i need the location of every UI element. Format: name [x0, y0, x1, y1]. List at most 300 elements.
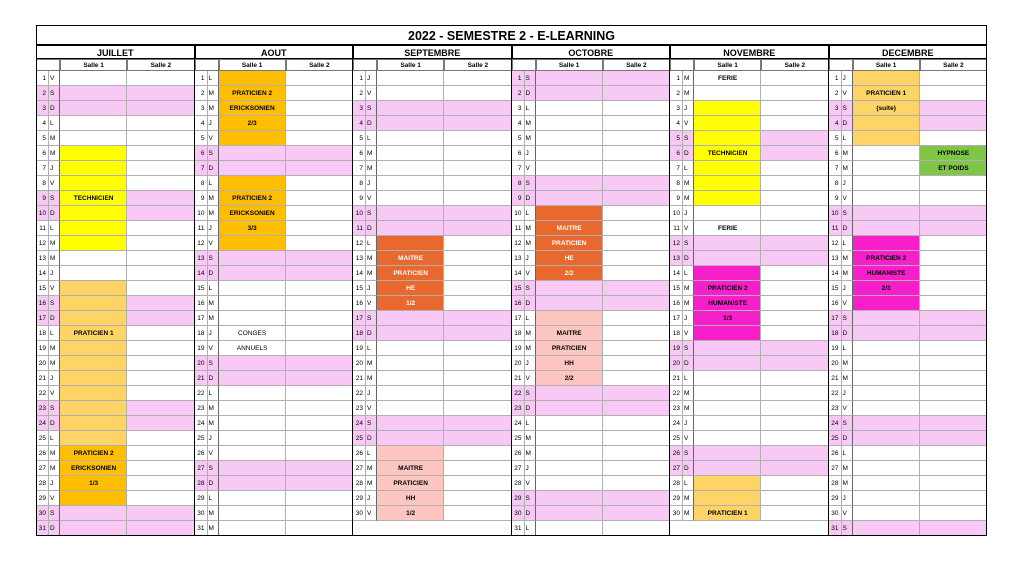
day-number: 8: [36, 176, 49, 191]
slot-salle-2: [920, 476, 987, 491]
weekday-letter: S: [49, 191, 60, 206]
slot-salle-1: [219, 446, 286, 461]
weekday-letter: J: [842, 491, 853, 506]
room-header: Salle 1: [377, 59, 444, 71]
slot-salle-2: [127, 191, 194, 206]
slot-salle-1: [853, 386, 920, 401]
slot-salle-1: [536, 506, 603, 521]
course-label: ERICKSONIEN: [71, 465, 117, 472]
weekday-letter: J: [525, 356, 536, 371]
day-number: 25: [829, 431, 842, 446]
weekday-letter: S: [525, 491, 536, 506]
slot-salle-2: [286, 341, 353, 356]
day-number: 10: [512, 206, 525, 221]
weekday-letter: V: [842, 296, 853, 311]
weekday-letter: V: [49, 491, 60, 506]
slot-salle-2: [603, 101, 670, 116]
weekday-letter: S: [683, 446, 694, 461]
slot-salle-2: [920, 326, 987, 341]
weekday-letter: J: [208, 431, 219, 446]
weekday-letter: M: [525, 431, 536, 446]
slot-salle-1: [60, 161, 127, 176]
weekday-letter: D: [683, 356, 694, 371]
weekday-letter: L: [366, 341, 377, 356]
weekday-letter: V: [366, 401, 377, 416]
slot-salle-2: [286, 401, 353, 416]
slot-salle-2: [286, 236, 353, 251]
slot-salle-1: [219, 71, 286, 86]
day-number: 5: [353, 131, 366, 146]
course-label: (suite): [876, 105, 896, 112]
slot-salle-2: [920, 236, 987, 251]
slot-salle-1: [60, 356, 127, 371]
weekday-letter: M: [366, 146, 377, 161]
slot-salle-1: [694, 401, 761, 416]
slot-salle-1: [694, 251, 761, 266]
day-number: 26: [195, 446, 208, 461]
slot-salle-1: [219, 371, 286, 386]
slot-salle-2: [286, 221, 353, 236]
course-label: TECHNICIEN: [707, 150, 748, 157]
day-number: 15: [829, 281, 842, 296]
day-number: 10: [36, 206, 49, 221]
slot-salle-1: [60, 236, 127, 251]
slot-salle-1: [853, 236, 920, 251]
weekday-letter: D: [49, 101, 60, 116]
slot-salle-1: [694, 266, 761, 281]
day-number: 23: [195, 401, 208, 416]
slot-salle-2: [761, 86, 828, 101]
day-number: 20: [36, 356, 49, 371]
day-number: 28: [512, 476, 525, 491]
weekday-letter: D: [49, 416, 60, 431]
day-header-blank: [512, 59, 536, 71]
weekday-letter: M: [842, 371, 853, 386]
day-number: 26: [512, 446, 525, 461]
day-number: 16: [512, 296, 525, 311]
slot-salle-1: [219, 356, 286, 371]
day-number: 17: [195, 311, 208, 326]
course-label: PRATICIEN 2: [866, 255, 907, 262]
day-number: 22: [829, 386, 842, 401]
weekday-letter: V: [208, 131, 219, 146]
day-number: 21: [36, 371, 49, 386]
weekday-letter: S: [842, 101, 853, 116]
slot-salle-1: [853, 416, 920, 431]
course-label: ANNUELS: [236, 345, 268, 352]
month-divider: [986, 45, 987, 536]
slot-salle-1: [694, 161, 761, 176]
slot-salle-2: [761, 326, 828, 341]
day-number: 27: [195, 461, 208, 476]
day-number: 16: [670, 296, 683, 311]
day-number: 18: [670, 326, 683, 341]
weekday-letter: L: [208, 491, 219, 506]
weekday-letter: M: [208, 191, 219, 206]
day-number: 21: [195, 371, 208, 386]
slot-salle-2: [444, 506, 511, 521]
day-number: 18: [195, 326, 208, 341]
slot-salle-2: [286, 101, 353, 116]
slot-salle-2: [127, 311, 194, 326]
day-number: 25: [353, 431, 366, 446]
slot-salle-1: [536, 446, 603, 461]
day-number: 6: [36, 146, 49, 161]
weekday-letter: M: [842, 476, 853, 491]
slot-salle-1: [377, 446, 444, 461]
course-label: PRATICIEN 2: [707, 285, 748, 292]
course-label: FERIE: [718, 75, 738, 82]
weekday-letter: M: [49, 446, 60, 461]
slot-salle-2: [127, 491, 194, 506]
weekday-letter: S: [49, 86, 60, 101]
slot-salle-2: [920, 131, 987, 146]
course-label: MAITRE: [398, 255, 424, 262]
course-label: HH: [405, 495, 416, 502]
slot-salle-2: [444, 461, 511, 476]
slot-salle-2: [286, 311, 353, 326]
course-label: 1/2: [406, 300, 416, 307]
slot-salle-2: [761, 371, 828, 386]
slot-salle-1: [853, 356, 920, 371]
slot-salle-1: [60, 86, 127, 101]
weekday-letter: V: [842, 401, 853, 416]
slot-salle-1: [853, 311, 920, 326]
day-number: 26: [36, 446, 49, 461]
day-number: 24: [195, 416, 208, 431]
slot-salle-1: [377, 86, 444, 101]
weekday-letter: L: [842, 446, 853, 461]
day-number: 16: [195, 296, 208, 311]
day-number: 5: [195, 131, 208, 146]
slot-salle-1: [536, 116, 603, 131]
day-number: 4: [353, 116, 366, 131]
slot-salle-1: [60, 371, 127, 386]
day-number: 28: [829, 476, 842, 491]
slot-salle-1: [60, 101, 127, 116]
slot-salle-2: [127, 461, 194, 476]
weekday-letter: M: [683, 281, 694, 296]
day-number: 14: [195, 266, 208, 281]
slot-salle-2: [127, 251, 194, 266]
day-number: 13: [829, 251, 842, 266]
course-label: PRATICIEN 2: [73, 450, 114, 457]
day-number: 25: [36, 431, 49, 446]
slot-salle-2: [603, 401, 670, 416]
slot-salle-2: [444, 431, 511, 446]
slot-salle-2: [286, 446, 353, 461]
day-number: 20: [829, 356, 842, 371]
day-number: 6: [353, 146, 366, 161]
room-header: Salle 1: [219, 59, 286, 71]
day-number: 31: [829, 521, 842, 536]
slot-salle-2: [920, 206, 987, 221]
slot-salle-2: [444, 296, 511, 311]
day-number: 14: [512, 266, 525, 281]
slot-salle-2: [286, 461, 353, 476]
weekday-letter: M: [683, 401, 694, 416]
weekday-letter: S: [683, 341, 694, 356]
slot-salle-1: [536, 71, 603, 86]
day-number: 17: [353, 311, 366, 326]
slot-salle-2: [444, 191, 511, 206]
weekday-letter: M: [366, 371, 377, 386]
slot-salle-1: [536, 461, 603, 476]
course-label: 1/3: [723, 315, 733, 322]
slot-salle-2: [603, 506, 670, 521]
weekday-letter: S: [525, 176, 536, 191]
day-number: 25: [512, 431, 525, 446]
slot-salle-1: [60, 146, 127, 161]
weekday-letter: S: [208, 461, 219, 476]
weekday-letter: J: [683, 311, 694, 326]
day-number: 7: [829, 161, 842, 176]
course-label: HUMANISTE: [866, 270, 906, 277]
weekday-letter: D: [49, 206, 60, 221]
slot-salle-2: [761, 461, 828, 476]
weekday-letter: V: [842, 191, 853, 206]
day-number: 16: [36, 296, 49, 311]
weekday-letter: M: [842, 356, 853, 371]
slot-salle-2: [761, 101, 828, 116]
weekday-letter: L: [842, 236, 853, 251]
slot-salle-2: [603, 86, 670, 101]
weekday-letter: J: [525, 146, 536, 161]
day-number: 13: [353, 251, 366, 266]
slot-salle-1: [60, 131, 127, 146]
slot-salle-1: [536, 101, 603, 116]
day-number: 17: [829, 311, 842, 326]
slot-salle-2: [920, 191, 987, 206]
slot-salle-1: [377, 326, 444, 341]
sheet-title: 2022 - SEMESTRE 2 - E-LEARNING: [36, 25, 987, 45]
slot-salle-2: [761, 401, 828, 416]
weekday-letter: M: [683, 506, 694, 521]
slot-salle-2: [920, 311, 987, 326]
slot-salle-2: [920, 86, 987, 101]
day-number: 1: [670, 71, 683, 86]
course-label: CONGES: [238, 330, 267, 337]
weekday-letter: S: [525, 386, 536, 401]
day-number: 19: [195, 341, 208, 356]
slot-salle-1: [853, 431, 920, 446]
slot-salle-2: [603, 281, 670, 296]
weekday-letter: V: [525, 266, 536, 281]
day-number: 21: [670, 371, 683, 386]
slot-salle-1: [853, 146, 920, 161]
day-number: 7: [195, 161, 208, 176]
course-label: HUMANISTE: [708, 300, 747, 307]
day-number: 8: [195, 176, 208, 191]
slot-salle-1: [219, 416, 286, 431]
slot-salle-2: [127, 131, 194, 146]
day-number: 2: [670, 86, 683, 101]
weekday-letter: V: [525, 161, 536, 176]
course-label: PRATICIEN: [551, 345, 587, 352]
weekday-letter: M: [525, 131, 536, 146]
slot-salle-2: [444, 101, 511, 116]
weekday-letter: V: [683, 431, 694, 446]
slot-salle-2: [761, 176, 828, 191]
slot-salle-1: [536, 521, 603, 536]
slot-salle-2: [603, 251, 670, 266]
slot-salle-2: [286, 476, 353, 491]
weekday-letter: L: [49, 221, 60, 236]
weekday-letter: L: [366, 446, 377, 461]
day-number: 6: [670, 146, 683, 161]
day-number: 12: [353, 236, 366, 251]
slot-salle-1: [377, 401, 444, 416]
day-number: 2: [512, 86, 525, 101]
slot-salle-1: [694, 191, 761, 206]
weekday-letter: M: [683, 386, 694, 401]
day-number: 18: [829, 326, 842, 341]
slot-salle-2: [286, 206, 353, 221]
slot-salle-2: [127, 236, 194, 251]
weekday-letter: J: [208, 116, 219, 131]
course-label: MAITRE: [556, 330, 582, 337]
slot-salle-1: [536, 476, 603, 491]
weekday-letter: M: [208, 521, 219, 536]
day-number: 11: [353, 221, 366, 236]
slot-salle-1: [219, 506, 286, 521]
slot-salle-2: [286, 491, 353, 506]
slot-salle-2: [444, 386, 511, 401]
day-number: 14: [36, 266, 49, 281]
slot-salle-1: [377, 371, 444, 386]
weekday-letter: V: [842, 86, 853, 101]
weekday-letter: D: [208, 266, 219, 281]
course-label: PRATICIEN 2: [232, 90, 273, 97]
course-label: ERICKSONIEN: [229, 105, 275, 112]
slot-salle-2: [127, 326, 194, 341]
day-number: 29: [829, 491, 842, 506]
weekday-letter: L: [49, 326, 60, 341]
slot-salle-2: [286, 356, 353, 371]
month-divider: [194, 45, 195, 536]
slot-salle-2: [603, 146, 670, 161]
slot-salle-1: [853, 446, 920, 461]
day-number: 5: [670, 131, 683, 146]
slot-salle-2: [761, 206, 828, 221]
day-number: 27: [353, 461, 366, 476]
weekday-letter: V: [525, 476, 536, 491]
weekday-letter: V: [208, 341, 219, 356]
slot-salle-1: [60, 311, 127, 326]
slot-salle-1: [60, 116, 127, 131]
slot-salle-2: [286, 296, 353, 311]
slot-salle-2: [127, 356, 194, 371]
slot-salle-2: [127, 431, 194, 446]
course-label: HE: [406, 285, 416, 292]
slot-salle-1: [694, 86, 761, 101]
slot-salle-2: [444, 311, 511, 326]
room-header: Salle 1: [853, 59, 920, 71]
slot-salle-1: [60, 296, 127, 311]
day-number: 30: [353, 506, 366, 521]
weekday-letter: M: [683, 86, 694, 101]
weekday-letter: M: [366, 461, 377, 476]
slot-salle-2: [444, 71, 511, 86]
slot-salle-2: [603, 476, 670, 491]
day-number: 21: [512, 371, 525, 386]
slot-salle-1: [219, 236, 286, 251]
slot-salle-2: [127, 296, 194, 311]
course-label: FERIE: [718, 225, 738, 232]
day-number: 9: [353, 191, 366, 206]
slot-salle-2: [286, 386, 353, 401]
day-number: 24: [512, 416, 525, 431]
slot-salle-2: [603, 71, 670, 86]
slot-salle-1: [377, 146, 444, 161]
day-number: 4: [195, 116, 208, 131]
day-number: 20: [512, 356, 525, 371]
slot-salle-1: [853, 116, 920, 131]
day-number: 1: [36, 71, 49, 86]
day-number: 2: [829, 86, 842, 101]
slot-salle-2: [127, 71, 194, 86]
slot-salle-2: [920, 341, 987, 356]
slot-salle-1: [377, 206, 444, 221]
weekday-letter: M: [49, 251, 60, 266]
day-number: 29: [670, 491, 683, 506]
day-number: 26: [670, 446, 683, 461]
slot-salle-2: [603, 221, 670, 236]
slot-salle-1: [536, 176, 603, 191]
room-header: Salle 2: [761, 59, 828, 71]
day-number: 2: [195, 86, 208, 101]
slot-salle-1: [853, 176, 920, 191]
day-number: 1: [195, 71, 208, 86]
weekday-letter: D: [366, 431, 377, 446]
sheet-border: [36, 535, 987, 536]
room-header: Salle 1: [536, 59, 603, 71]
slot-salle-2: [603, 521, 670, 536]
month-header: OCTOBRE: [512, 45, 671, 59]
weekday-letter: V: [683, 116, 694, 131]
weekday-letter: S: [49, 401, 60, 416]
day-number: 2: [353, 86, 366, 101]
slot-salle-2: [444, 326, 511, 341]
slot-salle-1: [536, 296, 603, 311]
day-number: 10: [670, 206, 683, 221]
slot-salle-1: [853, 461, 920, 476]
slot-salle-1: [536, 491, 603, 506]
slot-salle-1: [853, 206, 920, 221]
day-number: 3: [195, 101, 208, 116]
course-label: 3/3: [247, 225, 257, 232]
weekday-letter: M: [683, 71, 694, 86]
slot-salle-1: [536, 416, 603, 431]
weekday-letter: M: [208, 206, 219, 221]
weekday-letter: M: [208, 506, 219, 521]
weekday-letter: L: [49, 431, 60, 446]
day-number: 21: [353, 371, 366, 386]
slot-salle-1: [377, 191, 444, 206]
weekday-letter: S: [49, 506, 60, 521]
slot-salle-1: [377, 161, 444, 176]
day-number: 24: [353, 416, 366, 431]
day-number: 8: [829, 176, 842, 191]
day-number: 6: [512, 146, 525, 161]
slot-salle-2: [603, 266, 670, 281]
day-number: 4: [670, 116, 683, 131]
slot-salle-2: [286, 146, 353, 161]
slot-salle-1: [536, 386, 603, 401]
slot-salle-2: [286, 116, 353, 131]
slot-salle-2: [127, 446, 194, 461]
slot-salle-1: [853, 191, 920, 206]
